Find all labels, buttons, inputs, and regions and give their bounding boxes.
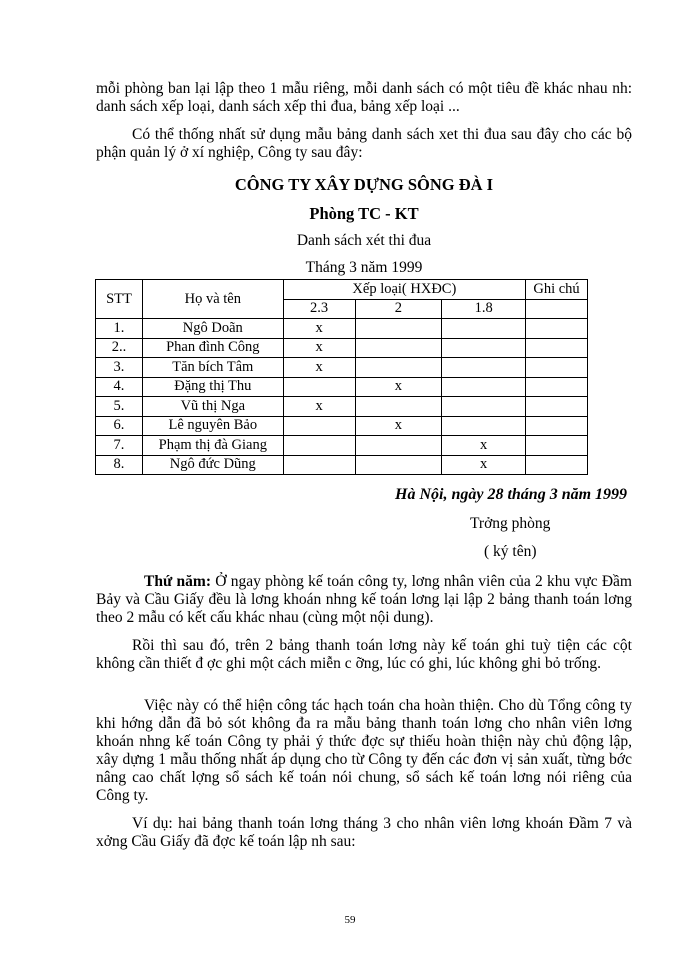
list-title: Danh sách xét thi đua	[296, 232, 432, 249]
cell-rank-2: x	[355, 377, 442, 397]
rank-level-1: 2.3	[283, 299, 355, 319]
cell-rank-1	[283, 455, 355, 475]
cell-rank-3	[442, 358, 526, 378]
cell-stt: 5.	[96, 397, 143, 417]
signature-note: ( ký tên)	[484, 543, 537, 560]
cell-stt: 4.	[96, 377, 143, 397]
cell-name: Ngô Doãn	[142, 319, 283, 339]
cell-name: Vũ thị Nga	[142, 397, 283, 417]
department-name: Phòng TC - KT	[309, 204, 419, 223]
cell-note	[526, 397, 588, 417]
competition-table	[95, 279, 588, 475]
cell-stt: 7.	[96, 436, 143, 456]
paragraph-4: Rồi thì sau đó, trên 2 bảng thanh toán lơng này kế toán ghi tuỳ tiện các cột không cần thiết đ ợc ghi một cách miễn c ỡng, lúc có ghi, lúc không ghi bỏ trống.	[96, 637, 632, 672]
paragraph-1: mỗi phòng ban lại lập theo 1 mẫu riêng, mỗi danh sách có một tiêu đề khác nhau nh: danh sách xếp loại, danh sách xếp thi đua, bảng xếp loại ...	[96, 80, 632, 115]
signer-title: Trởng phòng	[470, 515, 551, 532]
company-name: CÔNG TY XÂY DỰNG SÔNG ĐÀ I	[234, 175, 494, 194]
table-row	[96, 436, 588, 456]
cell-rank-1	[283, 416, 355, 436]
cell-stt: 6.	[96, 416, 143, 436]
paragraph-3-text: Ở ngay phòng kế toán công ty, lơng nhân viên của 2 khu vực Đầm Bảy và Cầu Giấy đều là lơng khoán nhng kế toán lơng lại lập 2 bảng thanh toán lơng theo 2 mẫu có kết cấu khác nhau (cùng một nội dung).	[96, 573, 632, 626]
section-lead: Thứ năm:	[144, 573, 211, 590]
rank-level-3: 1.8	[442, 299, 526, 319]
paragraph-5: Việc này có thể hiện công tác hạch toán cha hoàn thiện. Cho dù Tổng công ty khi hớng dẫn đã bỏ sót không đa ra mẫu bảng thanh toán lơng cho nhân viên lơng khoán nhng kế toán Công ty phải ý thức đợc sự thiếu hoàn thiện này chủ động lập, xây dựng 1 mẫu thống nhất áp dụng cho từ Công ty đến các đơn vị sản xuất, từng bớc nâng cao chất lợng sổ sách kế toán nói chung, sổ sách kế toán lơng nói riêng của Công ty.	[96, 697, 632, 804]
paragraph-2: Có thể thống nhất sử dụng mẫu bảng danh sách xet thi đua sau đây cho các bộ phận quản lý ở xí nghiệp, Công ty sau đây:	[96, 126, 632, 161]
cell-note	[526, 455, 588, 475]
cell-rank-1: x	[283, 397, 355, 417]
paragraph-6: Ví dụ: hai bảng thanh toán lơng tháng 3 cho nhân viên lơng khoán Đầm 7 và xởng Cầu Giấy đã đợc kế toán lập nh sau:	[96, 815, 632, 850]
header-name: Họ và tên	[142, 280, 283, 319]
cell-rank-2	[355, 319, 442, 339]
cell-rank-3: x	[442, 455, 526, 475]
cell-rank-2	[355, 455, 442, 475]
table-body	[96, 319, 588, 475]
cell-note	[526, 338, 588, 358]
cell-note	[526, 416, 588, 436]
cell-rank-3	[442, 338, 526, 358]
cell-stt: 2..	[96, 338, 143, 358]
table-row	[96, 319, 588, 339]
cell-rank-1	[283, 436, 355, 456]
cell-name: Lê nguyên Bảo	[142, 416, 283, 436]
page-number: 59	[344, 914, 356, 926]
cell-name: Đặng thị Thu	[142, 377, 283, 397]
cell-note	[526, 377, 588, 397]
cell-name: Ngô đức Dũng	[142, 455, 283, 475]
cell-name: Tăn bích Tâm	[142, 358, 283, 378]
cell-note	[526, 319, 588, 339]
paragraph-3	[96, 573, 632, 627]
cell-rank-3	[442, 319, 526, 339]
cell-stt: 1.	[96, 319, 143, 339]
note-cell	[526, 299, 588, 319]
cell-rank-3	[442, 397, 526, 417]
cell-rank-1: x	[283, 319, 355, 339]
cell-note	[526, 358, 588, 378]
cell-rank-2	[355, 358, 442, 378]
cell-note	[526, 436, 588, 456]
cell-rank-3	[442, 416, 526, 436]
cell-rank-2	[355, 436, 442, 456]
cell-name: Phạm thị đà Giang	[142, 436, 283, 456]
cell-rank-1	[283, 377, 355, 397]
header-stt: STT	[96, 280, 143, 319]
rank-level-2: 2	[355, 299, 442, 319]
cell-stt: 3.	[96, 358, 143, 378]
table-row	[96, 416, 588, 436]
cell-rank-2	[355, 397, 442, 417]
place-date: Hà Nội, ngày 28 tháng 3 năm 1999	[395, 486, 628, 503]
table-row	[96, 377, 588, 397]
cell-rank-3: x	[442, 436, 526, 456]
cell-rank-1: x	[283, 338, 355, 358]
cell-name: Phan đình Công	[142, 338, 283, 358]
cell-rank-2: x	[355, 416, 442, 436]
header-rank: Xếp loại( HXĐC)	[283, 280, 525, 300]
cell-rank-3	[442, 377, 526, 397]
table-row	[96, 338, 588, 358]
cell-stt: 8.	[96, 455, 143, 475]
cell-rank-2	[355, 338, 442, 358]
table-row	[96, 455, 588, 475]
table-row	[96, 358, 588, 378]
period-title: Tháng 3 năm 1999	[305, 259, 423, 276]
cell-rank-1: x	[283, 358, 355, 378]
table-row	[96, 397, 588, 417]
header-note: Ghi chú	[526, 280, 588, 300]
